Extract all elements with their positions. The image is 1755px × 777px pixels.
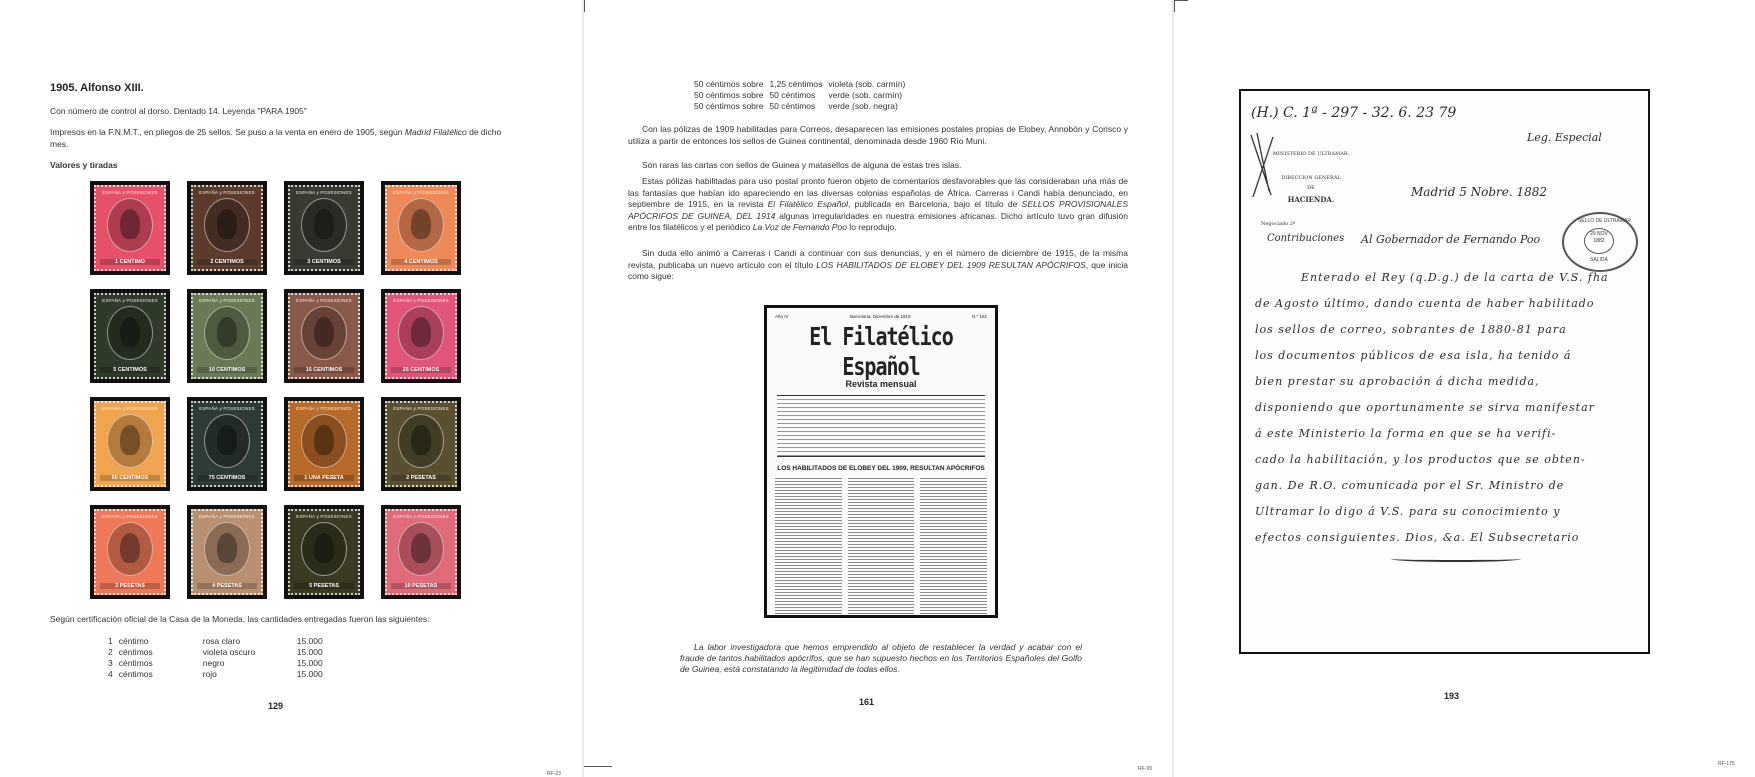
portrait-oval-icon [398, 198, 444, 252]
section-heading: 1905. Alfonso XIII. [50, 82, 144, 94]
magazine-column [920, 476, 987, 616]
portrait-oval-icon [107, 198, 153, 252]
table-cell: rojo [202, 669, 217, 679]
stamp-value: 5 PESETAS [294, 583, 354, 589]
crop-mark [1174, 0, 1175, 12]
paragraph-2: Son raras las cartas con sellos de Guinea y matasellos de alguna de estas tres islas. [642, 160, 962, 170]
table-row [108, 647, 329, 658]
paragraph-1: Con las pólizas de 1909 habilitadas para Correos, desaparecen las emisiones postales propias de Elobey, Annobón y Corisco y utiliza a partir de entonces los sellos de Guinea continental, denominada desde 1960 Río Muni. [628, 124, 1128, 146]
stamp-face [288, 401, 360, 487]
stamp-value: 4 CENTIMOS [391, 259, 451, 265]
magazine-info-block [777, 395, 985, 457]
stamp-face [94, 401, 166, 487]
stamp-face [191, 509, 263, 595]
stamp [187, 181, 267, 275]
portrait-head-icon [314, 425, 334, 455]
negociado: Negociado 2º [1261, 221, 1296, 227]
portrait-oval-icon [204, 198, 250, 252]
portrait-head-icon [217, 209, 237, 239]
stamp [381, 181, 461, 275]
table-cell: céntimo [118, 636, 149, 646]
table-cell: 50 céntimos sobre [694, 101, 764, 111]
table-cell: 1 [108, 636, 113, 646]
table-cell: verde (sob. carmín) [828, 90, 903, 100]
table-cell: 50 céntimos sobre [694, 79, 764, 89]
portrait-oval-icon [398, 306, 444, 360]
ministry-line-2: DIRECCION GENERAL [1281, 175, 1341, 181]
handwritten-line: disponiendo que oportunamente se sirva manifestar [1255, 401, 1595, 414]
stamp-legend: ESPAÑA y POSESIONES [199, 514, 255, 519]
magazine-column [848, 476, 915, 616]
portrait-head-icon [217, 533, 237, 563]
printing-text: Impresos en la F.N.M.T., en pliegos de 25 sellos. Se puso a la venta en enero de 1905, según Madrid Filatélico de dicho mes. [50, 127, 502, 149]
stamp-legend: ESPAÑA y POSESIONES [199, 190, 255, 195]
stamp [90, 505, 170, 599]
stamp [284, 505, 364, 599]
quantities-table [108, 636, 329, 680]
portrait-oval-icon [301, 522, 347, 576]
stamp-face [288, 509, 360, 595]
stamp-legend: ESPAÑA y POSESIONES [199, 298, 255, 303]
stamp-face [288, 185, 360, 271]
table-cell: 2 [108, 647, 113, 657]
stamp-legend: ESPAÑA y POSESIONES [296, 190, 352, 195]
table-cell: céntimos [118, 669, 153, 679]
stamp-value: 25 CENTIMOS [391, 367, 451, 373]
handwritten-line: efectos consiguientes. Dios, &a. El Subsecretario [1255, 531, 1580, 544]
handwritten-line: de Agosto último, dando cuenta de haber habilitado [1255, 297, 1595, 310]
stamp-face [94, 185, 166, 271]
stamp-value: 10 PESETAS [391, 583, 451, 589]
reference-code: RF-23 [547, 771, 561, 777]
crop-mark [584, 0, 585, 12]
stamp-legend: ESPAÑA y POSESIONES [102, 190, 158, 195]
stamp-legend: ESPAÑA y POSESIONES [393, 514, 449, 519]
stamp-face [94, 509, 166, 595]
stamp [187, 397, 267, 491]
portrait-oval-icon [107, 414, 153, 468]
table-cell: 1,25 céntimos [769, 79, 823, 89]
stamp-legend: ESPAÑA y POSESIONES [393, 298, 449, 303]
stamp [187, 289, 267, 383]
table-row [108, 636, 329, 647]
portrait-oval-icon [398, 522, 444, 576]
description-text: Con número de control al dorso. Dentado 14. Leyenda "PARA 1905" [50, 106, 307, 116]
table-row [108, 669, 329, 680]
stamp-legend: ESPAÑA y POSESIONES [199, 406, 255, 411]
handwritten-line: Ultramar lo digo á V.S. para su conocimiento y [1255, 505, 1561, 518]
stamp-value: 3 PESETAS [100, 583, 160, 589]
stamp [90, 289, 170, 383]
magazine-issue-line: Año IV Barcelona, Diciembre de 1915 N.º 181 [775, 314, 987, 319]
magazine-clipping [764, 305, 998, 618]
stamp-legend: ESPAÑA y POSESIONES [102, 514, 158, 519]
stamp [284, 289, 364, 383]
stamp-value: 4 PESETAS [197, 583, 257, 589]
postmark-stamp: SELLO DE ULTRAMAR 29 NOV 1882 SALIDA [1562, 212, 1638, 272]
table-cell: violeta oscuro [202, 647, 256, 657]
table-row [694, 79, 911, 90]
stamp-value: 15 CENTIMOS [294, 367, 354, 373]
table-row [108, 658, 329, 669]
page-161 [584, 0, 1172, 777]
page-129 [0, 0, 582, 777]
stamp [381, 397, 461, 491]
stamp-face [288, 293, 360, 379]
portrait-head-icon [217, 317, 237, 347]
stamp [187, 505, 267, 599]
portrait-head-icon [411, 425, 431, 455]
document-reference: (H.) C. 1ª - 297 - 32. 6. 23 79 [1251, 105, 1457, 121]
portrait-oval-icon [204, 306, 250, 360]
handwritten-line: á este Ministerio la forma en que se ha verifi- [1255, 427, 1557, 440]
stamp-legend: ESPAÑA y POSESIONES [296, 406, 352, 411]
surcharge-table [694, 79, 911, 112]
portrait-head-icon [411, 317, 431, 347]
handwritten-line: gan. De R.O. comunicada por el Sr. Ministro de [1255, 479, 1565, 492]
stamp-value: 1 CENTIMO [100, 259, 160, 265]
manuscript-document [1239, 89, 1650, 654]
portrait-oval-icon [107, 522, 153, 576]
stamp-face [385, 293, 457, 379]
handwritten-line: los sellos de correo, sobrantes de 1880-81 para [1255, 323, 1567, 336]
table-cell: rosa claro [202, 636, 241, 646]
table-cell: 4 [108, 669, 113, 679]
page-number: 161 [859, 697, 875, 707]
stamp-value: 2 CENTIMOS [197, 259, 257, 265]
table-cell: verde (sob. negra) [828, 101, 898, 111]
stamp-face [191, 293, 263, 379]
stamp [284, 181, 364, 275]
stamp-face [385, 401, 457, 487]
paragraph-3: Estas pólizas habilitadas para uso postal pronto fueron objeto de comentarios desfavorables que las consideraban una más de las fantasías que habían ido apareciendo en las diversas colonias españolas de África. Carreras i Candi había denunciado, en septiembre de 1915, en la revista El Filatélico Español, publicada en Barcelona, bajo el título de SELLOS PROVISIONALES APÓCRIFOS DE GUINEA, DEL 1914 algunas irregularidades en nuestra emisiones africanas. Dicho artículo tuvo gran difusión entre los filatélicos y el periódico La Voz de Fernando Poo lo reprodujo. [628, 176, 1128, 232]
magazine-columns [775, 476, 987, 616]
table-cell: céntimos [118, 658, 153, 668]
stamp [381, 505, 461, 599]
stamp-value: 10 CENTIMOS [197, 367, 257, 373]
stamp-legend: ESPAÑA y POSESIONES [102, 298, 158, 303]
table-cell: 15.000 [296, 658, 323, 668]
stamp-legend: ESPAÑA y POSESIONES [296, 298, 352, 303]
stamp-value: 75 CENTIMOS [197, 475, 257, 481]
portrait-oval-icon [301, 414, 347, 468]
portrait-oval-icon [301, 306, 347, 360]
table-cell: 50 céntimos sobre [694, 90, 764, 100]
portrait-head-icon [120, 533, 140, 563]
portrait-head-icon [120, 425, 140, 455]
portrait-oval-icon [301, 198, 347, 252]
stamp-face [191, 185, 263, 271]
portrait-oval-icon [107, 306, 153, 360]
certification-text: Según certificación oficial de la Casa de la Moneda, las cantidades entregadas fueron las siguientes: [50, 614, 430, 624]
stamp-value: 2 PESETAS [391, 475, 451, 481]
page-number: 129 [268, 701, 284, 711]
portrait-oval-icon [398, 414, 444, 468]
portrait-head-icon [411, 209, 431, 239]
reference-code: RF-175 [1718, 761, 1735, 767]
stamp-legend: ESPAÑA y POSESIONES [393, 406, 449, 411]
portrait-oval-icon [204, 414, 250, 468]
ministry-line-1: MINISTERIO DE ULTRAMAR. [1272, 151, 1350, 157]
stamp [90, 397, 170, 491]
page-number: 193 [1444, 691, 1460, 701]
stamp-legend: ESPAÑA y POSESIONES [296, 514, 352, 519]
stamp-face [385, 509, 457, 595]
table-row [694, 101, 911, 112]
addressee: Al Gobernador de Fernando Poo [1361, 233, 1541, 246]
stamp-value: 1 UNA PESETA [294, 475, 354, 481]
ministry-line-4: HACIENDA. [1287, 195, 1335, 204]
table-cell: 3 [108, 658, 113, 668]
stamp-legend: ESPAÑA y POSESIONES [393, 190, 449, 195]
handwritten-line: bien prestar su aprobación á dicha medida, [1255, 375, 1540, 388]
portrait-head-icon [120, 317, 140, 347]
portrait-head-icon [120, 209, 140, 239]
ministry-line-3: DE [1307, 185, 1315, 191]
handwritten-line: cado la habilitación, y los productos que se obten- [1255, 453, 1586, 466]
document-class: Leg. Especial [1527, 131, 1602, 144]
crop-mark [584, 766, 612, 767]
reference-code: RF-99 [1138, 766, 1152, 772]
table-cell: céntimos [118, 647, 153, 657]
stamp [381, 289, 461, 383]
stamp-value: 3 CENTIMOS [294, 259, 354, 265]
magazine-column [775, 476, 842, 616]
crop-mark [1174, 0, 1188, 1]
stamp-value: 50 CENTIMOS [100, 475, 160, 481]
portrait-head-icon [314, 317, 334, 347]
stamp-grid [90, 181, 470, 599]
portrait-head-icon [314, 533, 334, 563]
handwritten-line: los documentos públicos de esa isla, ha tenido á [1255, 349, 1572, 362]
portrait-oval-icon [204, 522, 250, 576]
table-cell: 15.000 [296, 636, 323, 646]
magazine-title: El Filatélico Español [809, 321, 953, 381]
table-cell: 50 céntimos [769, 101, 816, 111]
table-row [694, 90, 911, 101]
signature-stroke [1391, 556, 1521, 562]
stamp-face [94, 293, 166, 379]
paragraph-4: Sin duda ello animó a Carreras i Candi a continuar con sus denuncias, y en el número de diciembre de 1915, de la misma revista, publicaba un nuevo artículo con el título LOS HABILITADOS DE ELOBEY DEL 1909 RESULTAN APÓCRIFOS, que inicia como sigue: [628, 248, 1128, 281]
date-line: Madrid 5 Nobre. 1882 [1411, 185, 1548, 199]
portrait-head-icon [217, 425, 237, 455]
stamp-face [385, 185, 457, 271]
stamp [90, 181, 170, 275]
contribuciones-label: Contribuciones [1267, 233, 1345, 244]
portrait-head-icon [314, 209, 334, 239]
stamp-value: 5 CENTIMOS [100, 367, 160, 373]
table-cell: negro [202, 658, 225, 668]
stamp [284, 397, 364, 491]
stamp-face [191, 401, 263, 487]
table-cell: 15.000 [296, 669, 323, 679]
table-cell: 50 céntimos [769, 90, 816, 100]
table-cell: violeta (sob. carmín) [828, 79, 906, 89]
stamp-legend: ESPAÑA y POSESIONES [102, 406, 158, 411]
page-193 [1174, 0, 1755, 777]
table-cell: 15.000 [296, 647, 323, 657]
portrait-head-icon [411, 533, 431, 563]
values-subheading: Valores y tiradas [50, 160, 118, 170]
magazine-subtitle: Revista mensual [845, 379, 917, 389]
magazine-headline: LOS HABILITADOS DE ELOBEY DEL 1909, RESULTAN APÓCRIFOS [777, 465, 985, 472]
italic-caption: La labor investigadora que hemos emprendido al objeto de restablecer la verdad y acabar con el fraude de tantos habilitados apócrifos, que se han supuesto hechos en los Territorios Españoles del Golfo de Guinea, está constatando la ilegitimidad de todas ellos. [680, 642, 1082, 674]
handwritten-line: Enterado el Rey (q.D.g.) de la carta de V.S. fha [1301, 271, 1609, 284]
